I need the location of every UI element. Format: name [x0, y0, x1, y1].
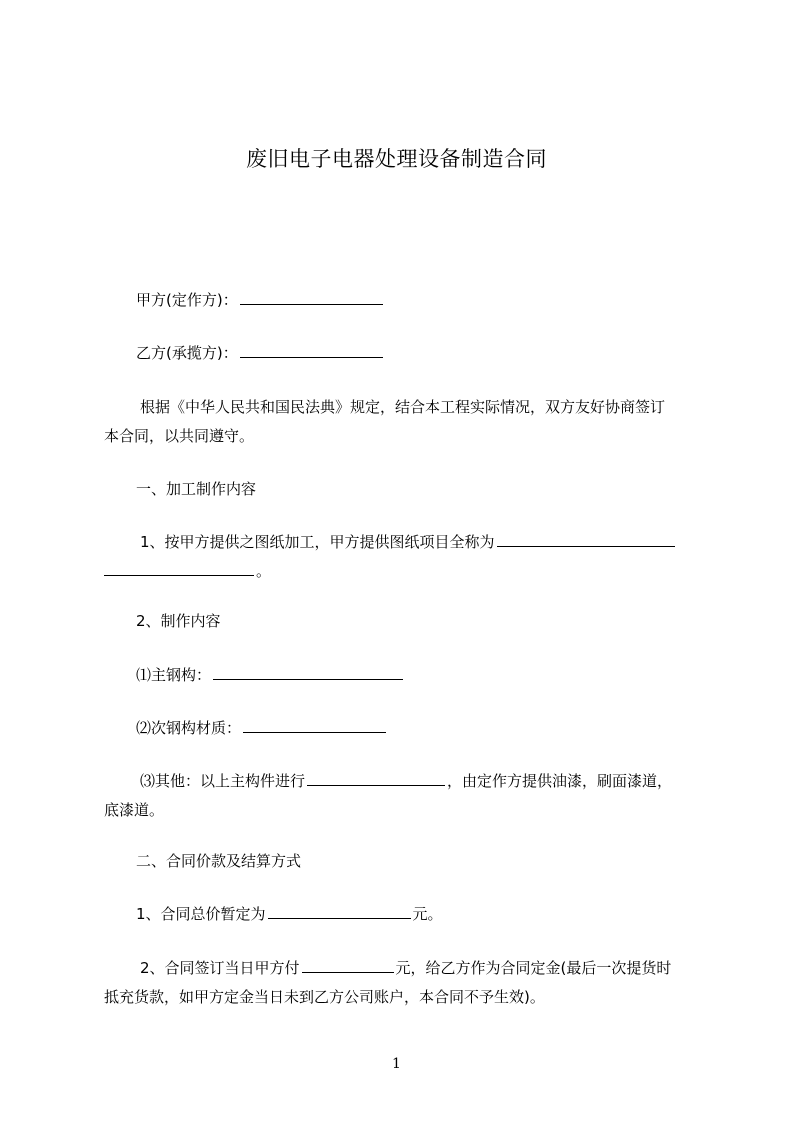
price-1-blank	[268, 904, 411, 919]
item-1-line	[140, 532, 677, 552]
party-b-blank	[240, 343, 383, 358]
party-b-line	[136, 343, 385, 363]
sub-item-3-prefix: ⑶其他：以上主构件进行	[140, 772, 306, 790]
sub-item-1-blank	[213, 665, 403, 680]
price-2-blank	[302, 958, 394, 973]
sub-item-1-label: ⑴主钢构：	[136, 666, 212, 684]
section-1-heading: 一、加工制作内容	[136, 480, 257, 498]
sub-item-2-label: ⑵次钢构材质：	[136, 719, 242, 737]
document-title: 废旧电子电器处理设备制造合同	[246, 147, 547, 171]
page-number: 1	[392, 1056, 401, 1072]
sub-item-3-line-2: 底漆道。	[104, 801, 165, 819]
item-1-line-2	[104, 561, 271, 581]
party-a-blank	[240, 290, 383, 305]
price-1-line	[136, 904, 443, 924]
sub-item-3-suffix: ，由定作方提供油漆，刷面漆道，	[447, 772, 673, 790]
section-2-heading: 二、合同价款及结算方式	[136, 852, 302, 870]
sub-item-2-blank	[243, 718, 386, 733]
party-a-label: 甲方(定作方)：	[136, 291, 238, 309]
price-2-line-2: 抵充货款，如甲方定金当日未到乙方公司账户，本合同不予生效)。	[104, 988, 545, 1006]
sub-item-1-line	[136, 665, 405, 685]
sub-item-3-line	[140, 771, 672, 791]
item-1-suffix: 。	[256, 562, 272, 580]
price-2-line	[140, 958, 671, 978]
party-a-line	[136, 290, 385, 310]
party-b-label: 乙方(承揽方)：	[136, 344, 238, 362]
sub-item-3-blank	[307, 771, 445, 786]
item-1-blank-2	[104, 561, 254, 576]
item-1-blank	[497, 532, 675, 547]
price-1-suffix: 元。	[412, 905, 443, 923]
item-1-text: 1、按甲方提供之图纸加工，甲方提供图纸项目全称为	[140, 533, 495, 551]
sub-item-2-line	[136, 718, 388, 738]
price-2-suffix: 元，给乙方作为合同定金(最后一次提货时	[395, 959, 672, 977]
intro-line-2: 本合同，以共同遵守。	[104, 427, 255, 445]
item-2-heading: 2、制作内容	[136, 612, 221, 630]
price-1-prefix: 1、合同总价暂定为	[136, 905, 266, 923]
intro-line-1: 根据《中华人民共和国民法典》规定，结合本工程实际情况，双方友好协商签订	[140, 398, 666, 416]
price-2-prefix: 2、合同签订当日甲方付	[140, 959, 300, 977]
